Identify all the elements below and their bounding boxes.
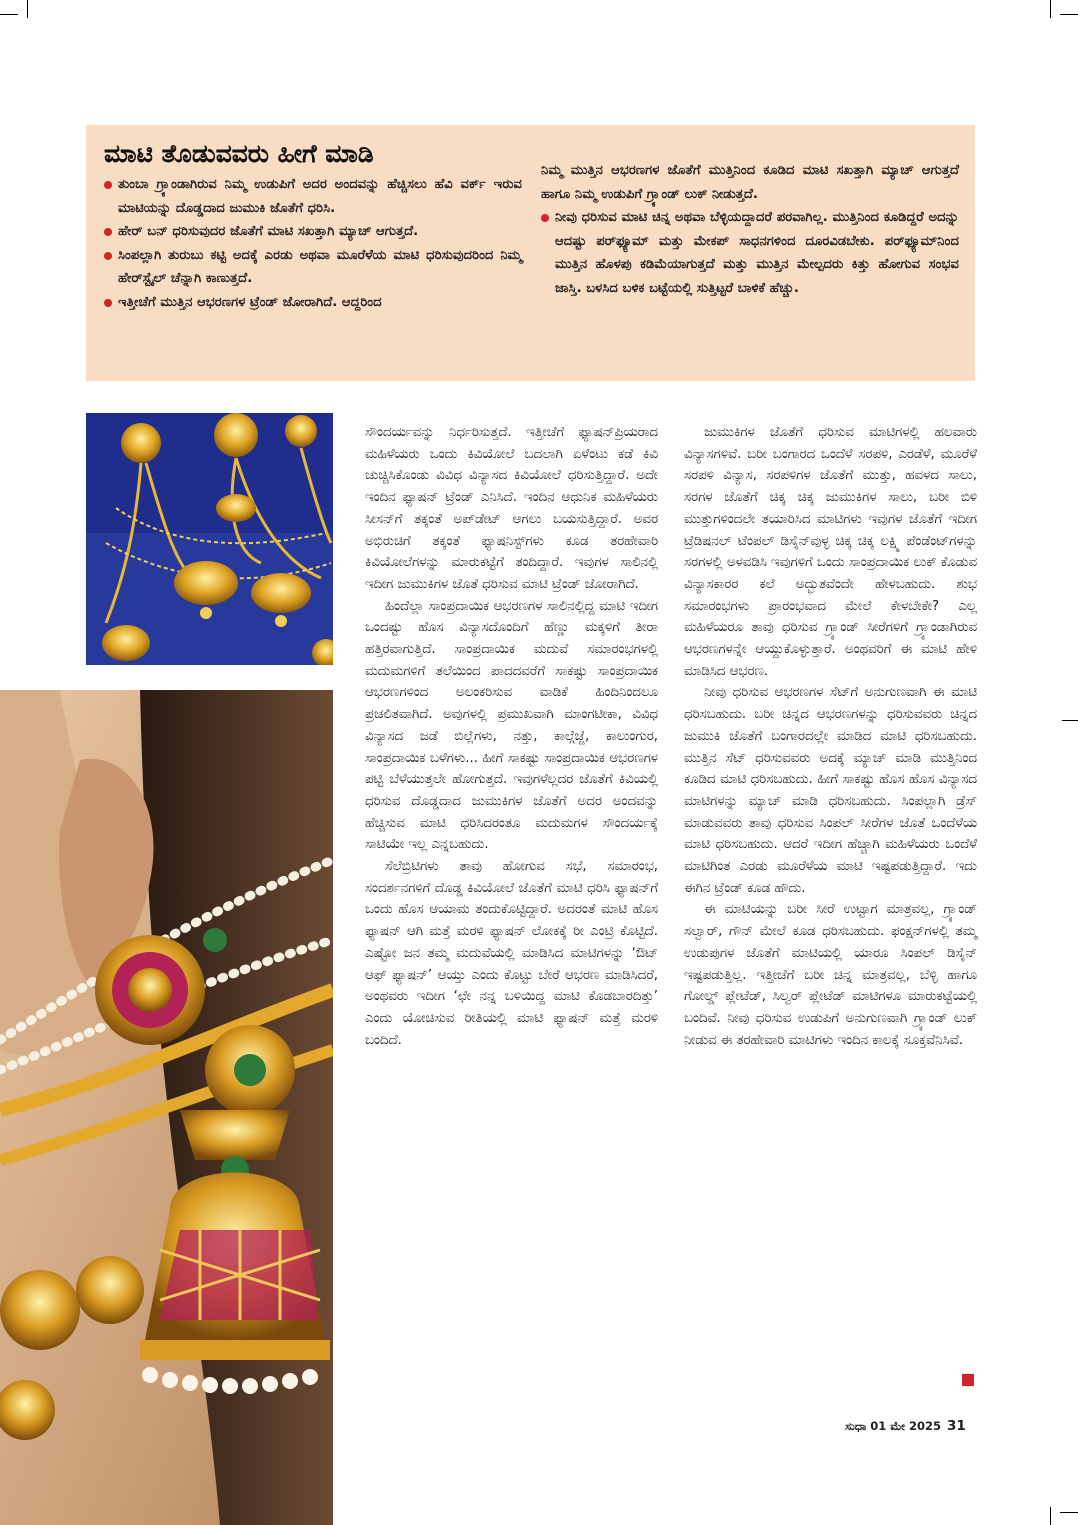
jewellery-photo-large bbox=[0, 690, 333, 1525]
paragraph: ಸೌಂದರ್ಯವನ್ನು ನಿರ್ಧರಿಸುತ್ತದೆ. ಇತ್ತೀಚೆಗೆ ಫ್ಯಾಷನ್‌ಪ್ರಿಯರಾದ ಮಹಿಳೆಯರು ಒಂದು ಕಿವಿಯೋಲೆ ಬದಲಾಗಿ ಏಳೆಂಟು ಕಡೆ ಕಿವಿ ಚುಚ್ಚಿಸಿಕೊಂಡು ವಿವಿಧ ವಿನ್ಯಾಸದ ಕಿವಿಯೋಲೆ ಧರಿಸುತ್ತಿದ್ದಾರೆ. ಅದೇ ಇಂದಿನ ಫ್ಯಾಷನ್ ಟ್ರೆಂಡ್ ಎನಿಸಿದೆ. ಇಂದಿನ ಆಧುನಿಕ ಮಹಿಳೆಯರು ಸೀಸನ್‌ಗೆ ತಕ್ಕಂತೆ ಅಪ್‌ಡೇಟ್ ಆಗಲು ಬಯಸುತ್ತಿದ್ದಾರೆ. ಅವರ ಅಭಿರುಚಿಗೆ ತಕ್ಕಂತೆ ಫ್ಯಾಷನಿಸ್ಟ್‌ಗಳು ಕೂಡ ತರಹೇವಾರಿ ಕಿವಿಯೋಲೆಗಳನ್ನು ಮಾರುಕಟ್ಟೆಗೆ ತಂದಿದ್ದಾರೆ. ಇವುಗಳ ಸಾಲಿನಲ್ಲಿ ಇದೀಗ ಜುಮುಕಿಗಳ ಜೊತೆ ಧರಿಸುವ ಮಾಟಿ ಟ್ರೆಂಡ್ ಜೋರಾಗಿದೆ. bbox=[365, 425, 658, 592]
article-column-2 bbox=[684, 422, 977, 1051]
magazine-date: ಸುಧಾ 01 ಮೇ 2025 bbox=[845, 1419, 941, 1433]
tip-item-continued: ನಿಮ್ಮ ಮುತ್ತಿನ ಆಭರಣಗಳ ಜೊತೆಗೆ ಮುತ್ತಿನಿಂದ ಕೂಡಿದ ಮಾಟಿ ಸಖತ್ತಾಗಿ ಮ್ಯಾಚ್ ಆಗುತ್ತದೆ ಹಾಗೂ ನಿಮ್ಮ ಉಡುಪಿಗೆ ಗ್ರ್ಯಾಂಡ್ ಲುಕ್ ನೀಡುತ್ತದೆ. bbox=[541, 163, 959, 202]
earring-illustration bbox=[0, 690, 333, 1525]
end-of-article-square bbox=[962, 1374, 974, 1386]
tips-left-column bbox=[102, 137, 522, 314]
tip-item: ತುಂಬಾ ಗ್ರ್ಯಾಂಡಾಗಿರುವ ನಿಮ್ಮ ಉಡುಪಿಗೆ ಅದರ ಅಂದವನ್ನು ಹೆಚ್ಚಿಸಲು ಹೆವಿ ವರ್ಕ್ ಇರುವ ಮಾಟಿಯನ್ನು ದೊಡ್ಡದಾದ ಜುಮುಕಿ ಜೊತೆಗೆ ಧರಿಸಿ. bbox=[102, 173, 522, 220]
crop-mark bbox=[1062, 720, 1078, 721]
crop-mark bbox=[1060, 14, 1078, 15]
gold-matti-illustration bbox=[86, 413, 333, 665]
crop-mark bbox=[1060, 1512, 1078, 1513]
tip-item: ಸಿಂಪಲ್ಲಾಗಿ ತುರುಬು ಕಟ್ಟಿ ಅದಕ್ಕೆ ಎರಡು ಅಥವಾ ಮೂರೆಳೆಯ ಮಾಟಿ ಧರಿಸುವುದರಿಂದ ನಿಮ್ಮ ಹೇರ್‌ಸ್ಟೈಲ್ ಚೆನ್ನಾಗಿ ಕಾಣುತ್ತದೆ. bbox=[102, 244, 522, 291]
paragraph: ಸೆಲೆಬ್ರಿಟಿಗಳು ತಾವು ಹೋಗುವ ಸಭೆ, ಸಮಾರಂಭ, ಸಂದರ್ಶನಗಳಿಗೆ ದೊಡ್ಡ ಕಿವಿಯೋಲೆ ಜೊತೆಗೆ ಮಾಟಿ ಧರಿಸಿ ಫ್ಯಾಷನ್‌ಗೆ ಒಂದು ಹೊಸ ಆಯಾಮ ತಂದುಕೊಟ್ಟಿದ್ದಾರೆ. ಅದರಂತೆ ಮಾಟಿ ಹೊಸ ಫ್ಯಾಷನ್ ಆಗಿ ಮತ್ತೆ ಮರಳಿ ಫ್ಯಾಷನ್ ಲೋಕಕ್ಕೆ ರೀ ಎಂಟ್ರಿ ಕೊಟ್ಟಿದೆ. ಎಷ್ಟೋ ಜನ ತಮ್ಮ ಮದುವೆಯಲ್ಲಿ ಮಾಡಿಸಿದ ಮಾಟಿಗಳನ್ನು ‘ಔಟ್ ಆಫ್ ಫ್ಯಾಷನ್’ ಆಯ್ತು ಎಂದು ಕೊಟ್ಟು ಬೇರೆ ಆಭರಣ ಮಾಡಿಸಿದರೆ, ಅಂಥವರು ಇದೀಗ ‘ಛೇ ನನ್ನ ಬಳಿಯಿದ್ದ ಮಾಟಿ ಕೊಡಬಾರದಿತ್ತು’ ಎಂದು ಯೋಚಿಸುವ ರೀತಿಯಲ್ಲಿ ಮಾಟಿ ಫ್ಯಾಷನ್ ಮತ್ತೆ ಮರಳಿ ಬಂದಿದೆ. bbox=[365, 859, 658, 1048]
page-number: 31 bbox=[946, 1418, 966, 1434]
article-column-1 bbox=[365, 422, 658, 1051]
crop-mark bbox=[27, 0, 28, 18]
crop-mark bbox=[1050, 0, 1051, 18]
tips-title: ಮಾಟಿ ತೊಡುವವರು ಹೀಗೆ ಮಾಡಿ bbox=[104, 139, 374, 168]
tip-item: ಇತ್ತೀಚೆಗೆ ಮುತ್ತಿನ ಆಭರಣಗಳ ಟ್ರೆಂಡ್ ಜೋರಾಗಿದೆ. ಆದ್ದರಿಂದ bbox=[102, 291, 522, 315]
tip-item: ನೀವು ಧರಿಸುವ ಮಾಟಿ ಚಿನ್ನ ಅಥವಾ ಬೆಳ್ಳಿಯದ್ದಾದರೆ ಪರವಾಗಿಲ್ಲ. ಮುತ್ತಿನಿಂದ ಕೂಡಿದ್ದರೆ ಅದನ್ನು ಆದಷ್ಟು ಪರ್‌ಫ್ಯೂಮ್ ಮತ್ತು ಮೇಕಪ್ ಸಾಧನಗಳಿಂದ ದೂರವಿಡಬೇಕು. ಪರ್‌ಫ್ಯೂಮ್‌ನಿಂದ ಮುತ್ತಿನ ಹೊಳಪು ಕಡಿಮೆಯಾಗುತ್ತದೆ ಮತ್ತು ಮುತ್ತಿನ ಮೇಲ್ಪದರು ಕಿತ್ತು ಹೋಗುವ ಸಂಭವ ಜಾಸ್ತಿ. ಬಳಸಿದ ಬಳಿಕ ಬಟ್ಟೆಯಲ್ಲಿ ಸುತ್ತಿಟ್ಟರೆ ಬಾಳಿಕೆ ಹೆಚ್ಚು. bbox=[539, 206, 959, 300]
crop-mark bbox=[1050, 1507, 1051, 1525]
tip-item: ಹೇರ್ ಬನ್ ಧರಿಸುವುದರ ಜೊತೆಗೆ ಮಾಟಿ ಸಖತ್ತಾಗಿ ಮ್ಯಾಚ್ ಆಗುತ್ತದೆ. bbox=[102, 220, 522, 244]
paragraph: ಹಿಂದೆಲ್ಲಾ ಸಾಂಪ್ರದಾಯಿಕ ಆಭರಣಗಳ ಸಾಲಿನಲ್ಲಿದ್ದ ಮಾಟಿ ಇದೀಗ ಒಂದಷ್ಟು ಹೊಸ ವಿನ್ಯಾಸದೊಂದಿಗೆ ಹೆಣ್ಣು ಮಕ್ಕಳಿಗೆ ತೀರಾ ಹತ್ತಿರವಾಗುತ್ತಿದೆ. ಸಾಂಪ್ರದಾಯಿಕ ಮದುವೆ ಸಮಾರಂಭಗಳಲ್ಲಿ ಮದುಮಗಳಿಗೆ ತಲೆಯಿಂದ ಪಾದದವರೆಗೆ ಸಾಕಷ್ಟು ಸಾಂಪ್ರದಾಯಿಕ ಆಭರಣಗಳಿಂದ ಅಲಂಕರಿಸುವ ವಾಡಿಕೆ ಹಿಂದಿನಿಂದಲೂ ಪ್ರಚಲಿತವಾಗಿದೆ. ಅವುಗಳಲ್ಲಿ ಪ್ರಮುಖವಾಗಿ ಮಾಂಗಟೀಕಾ, ವಿವಿಧ ವಿನ್ಯಾಸದ ಜಡೆ ಬಿಲ್ಲೆಗಳು, ನತ್ತು, ಕಾಲ್ಗೆಜ್ಜೆ, ಕಾಲುಂಗುರ, ಸಾಂಪ್ರದಾಯಿಕ ಬಳೆಗಳು... ಹೀಗೆ ಸಾಕಷ್ಟು ಸಾಂಪ್ರದಾಯಿಕ ಆಭರಣಗಳ ಪಟ್ಟಿ ಬೆಳೆಯುತ್ತಲೇ ಹೋಗುತ್ತದೆ. ಇವುಗಳೆಲ್ಲದರ ಜೊತೆಗೆ ಕಿವಿಯಲ್ಲಿ ಧರಿಸುವ ದೊಡ್ಡದಾದ ಜುಮುಕಿಗಳ ಜೊತೆಗೆ ಅದರ ಅಂದವನ್ನು ಹೆಚ್ಚಿಸುವ ಮಾಟಿ ಧರಿಸಿದರಂತೂ ಮದುಮಗಳ ಸೌಂದರ್ಯಕ್ಕೆ ಸಾಟಿಯೇ ಇಲ್ಲ ಎನ್ನಬಹುದು. bbox=[365, 598, 658, 853]
paragraph: ನೀವು ಧರಿಸುವ ಆಭರಣಗಳ ಸೆಟ್‌ಗೆ ಅನುಗುಣವಾಗಿ ಈ ಮಾಟಿ ಧರಿಸಬಹುದು. ಬರೀ ಚಿನ್ನದ ಆಭರಣಗಳನ್ನು ಧರಿಸುವವರು ಚಿನ್ನದ ಜುಮುಕಿ ಜೊತೆಗೆ ಬಂಗಾರದಲ್ಲೇ ಮಾಡಿದ ಮಾಟಿ ಧರಿಸಬಹುದು. ಮುತ್ತಿನ ಸೆಟ್ ಧರಿಸುವವರು ಅದಕ್ಕೆ ಮ್ಯಾಚ್ ಮಾಡಿ ಮುತ್ತಿನಿಂದ ಕೂಡಿದ ಮಾಟಿ ಧರಿಸಬಹುದು. ಹೀಗೆ ಸಾಕಷ್ಟು ಹೊಸ ಹೊಸ ವಿನ್ಯಾಸದ ಮಾಟಿಗಳನ್ನು ಮ್ಯಾಚ್ ಮಾಡಿ ಧರಿಸಬಹುದು. ಸಿಂಪಲ್ಲಾಗಿ ಡ್ರೆಸ್ ಮಾಡುವವರು ತಾವು ಧರಿಸುವ ಸಿಂಪಲ್ ಸೀರೆಗಳ ಜೊತೆ ಒಂದೆಳೆಯ ಮಾಟಿ ಧರಿಸಬಹುದು. ಆದರೆ ಇದೀಗ ಹೆಚ್ಚಾಗಿ ಮಹಿಳೆಯರು ಒಂದೆಳೆ ಮಾಟಿಗಿಂತ ಎರಡು ಮೂರೆಳೆಯ ಮಾಟಿ ಇಷ್ಟಪಡುತ್ತಿದ್ದಾರೆ. ಇದು ಈಗಿನ ಟ್ರೆಂಡ್ ಕೂಡ ಹೌದು. bbox=[684, 685, 977, 896]
paragraph: ಜುಮುಕಿಗಳ ಜೊತೆಗೆ ಧರಿಸುವ ಮಾಟಿಗಳಲ್ಲಿ ಹಲವಾರು ವಿನ್ಯಾಸಗಳಿವೆ. ಬರೀ ಬಂಗಾರದ ಒಂದೆಳೆ ಸರಪಳಿ, ಎರಡೆಳೆ, ಮೂರೆಳೆ ಸರಪಳಿ ವಿನ್ಯಾಸ, ಸರಪಳಿಗಳ ಜೊತೆಗೆ ಮುತ್ತು, ಹವಳದ ಸಾಲು, ಸರಗಳ ಜೊತೆಗೆ ಚಿಕ್ಕ ಚಿಕ್ಕ ಜುಮುಕಿಗಳ ಸಾಲು, ಬರೀ ಬಿಳಿ ಮುತ್ತುಗಳಿಂದಲೇ ತಯಾರಿಸಿದ ಮಾಟಿಗಳು ಇವುಗಳ ಜೊತೆಗೆ ಇದೀಗ ಟ್ರೆಡಿಷನಲ್ ಟೆಂಪಲ್ ಡಿಸೈನ್‌ವುಳ್ಳ ಚಿಕ್ಕ ಚಿಕ್ಕ ಲಕ್ಷ್ಮಿ ಪೆಂಡೆಂಟ್‌ಗಳನ್ನು ಸರಗಳಲ್ಲಿ ಅಳವಡಿಸಿ ಇವುಗಳಿಗೆ ಒಂದು ಸಾಂಪ್ರದಾಯಿಕ ಲುಕ್ ಕೊಡುವ ವಿನ್ಯಾಸಕಾರರ ಕಲೆ ಅದ್ಭುತವೆಂದೇ ಹೇಳಬಹುದು. ಶುಭ ಸಮಾರಂಭಗಳು ಪ್ರಾರಂಭವಾದ ಮೇಲೆ ಕೇಳಬೇಕೇ? ಎಲ್ಲ ಮಹಿಳೆಯರೂ ತಾವು ಧರಿಸುವ ಗ್ರ್ಯಾಂಡ್ ಸೀರೆಗಳಿಗೆ ಗ್ರ್ಯಾಂಡಾಗಿರುವ ಆಭರಣಗಳನ್ನೇ ಆಯ್ದುಕೊಳ್ಳುತ್ತಾರೆ. ಅಂಥವರಿಗೆ ಈ ಮಾಟಿ ಹೇಳಿ ಮಾಡಿಸಿದ ಆಭರಣ. bbox=[684, 425, 977, 679]
paragraph: ಈ ಮಾಟಿಯನ್ನು ಬರೀ ಸೀರೆ ಉಟ್ಟಾಗ ಮಾತ್ರವಲ್ಲ, ಗ್ರ್ಯಾಂಡ್ ಸಲ್ವಾರ್, ಗೌನ್ ಮೇಲೆ ಕೂಡ ಧರಿಸಬಹುದು. ಫಂಕ್ಷನ್‌ಗಳಲ್ಲಿ ತಮ್ಮ ಉಡುಪುಗಳ ಜೊತೆಗೆ ಮಾಟಿಯಲ್ಲಿ ಯಾರೂ ಸಿಂಪಲ್ ಡಿಸೈನ್ ಇಷ್ಟಪಡುತ್ತಿಲ್ಲ. ಇತ್ತೀಚೆಗೆ ಬರೀ ಚಿನ್ನ ಮಾತ್ರವಲ್ಲ, ಬೆಳ್ಳಿ ಹಾಗೂ ಗೋಲ್ಡ್ ಪ್ಲೇಟೆಡ್, ಸಿಲ್ವರ್ ಪ್ಲೇಟೆಡ್ ಮಾಟಿಗಳೂ ಮಾರುಕಟ್ಟೆಯಲ್ಲಿ ಬಂದಿವೆ. ನೀವು ಧರಿಸುವ ಉಡುಪಿಗೆ ಅನುಗುಣವಾಗಿ ಗ್ರ್ಯಾಂಡ್ ಲುಕ್ ನೀಡುವ ಈ ತರಹೇವಾರಿ ಮಾಟಿಗಳು ಇಂದಿನ ಕಾಲಕ್ಕೆ ಸೂಕ್ತವೆನಿಸಿವೆ. bbox=[684, 902, 977, 1048]
jewellery-photo-small bbox=[86, 413, 333, 665]
tips-sidebar bbox=[86, 125, 975, 381]
tips-right-column bbox=[539, 137, 959, 314]
crop-mark bbox=[0, 14, 18, 15]
page-footer bbox=[845, 1418, 966, 1434]
